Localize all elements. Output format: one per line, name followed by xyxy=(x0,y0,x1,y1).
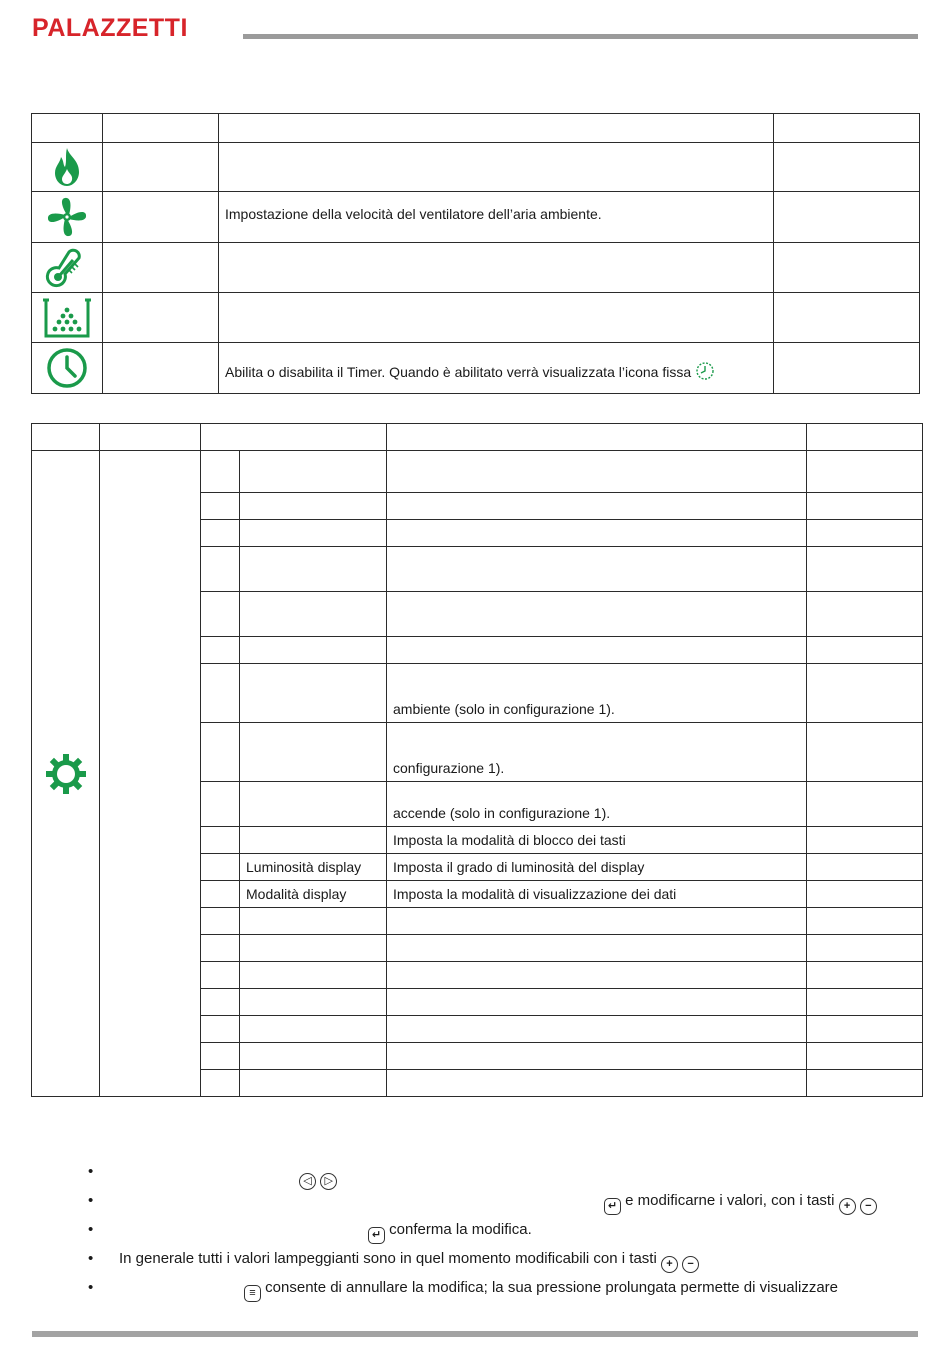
row-description xyxy=(219,293,774,343)
list-item xyxy=(88,1159,918,1188)
list-item xyxy=(88,1246,918,1275)
minus-key-icon: − xyxy=(682,1256,699,1273)
bullet: • xyxy=(88,1279,94,1296)
bullet-text: conferma la modifica. xyxy=(389,1221,532,1238)
gear-icon xyxy=(45,753,87,795)
setting-description xyxy=(387,935,807,962)
setting-description xyxy=(387,908,807,935)
setting-description xyxy=(387,1070,807,1097)
table-row xyxy=(32,143,920,192)
setting-name xyxy=(240,451,387,493)
table-row xyxy=(32,293,920,343)
enter-key-icon: ↵ xyxy=(604,1198,621,1215)
row-description xyxy=(219,243,774,293)
setting-description xyxy=(387,547,807,592)
setting-name xyxy=(240,592,387,637)
plus-key-icon: + xyxy=(839,1198,856,1215)
timer-description: Abilita o disabilita il Timer. Quando è abilitato verrà visualizzata l’icona fissa xyxy=(225,364,692,380)
left-arrow-key-icon: ◁ xyxy=(299,1173,316,1190)
setting-name xyxy=(240,1070,387,1097)
setting-name xyxy=(240,908,387,935)
bullet-text: e modificarne i valori, con i tasti xyxy=(625,1192,835,1209)
function-icon-table xyxy=(31,113,920,394)
setting-description: Imposta il grado di luminosità del display xyxy=(387,854,807,881)
setting-description xyxy=(387,637,807,664)
setting-description xyxy=(387,592,807,637)
list-item xyxy=(88,1275,918,1304)
setting-description xyxy=(387,1043,807,1070)
list-item xyxy=(88,1217,918,1246)
flame-icon xyxy=(32,143,103,192)
right-arrow-key-icon: ▷ xyxy=(320,1173,337,1190)
footer-rule xyxy=(32,1331,918,1337)
plus-key-icon: + xyxy=(661,1256,678,1273)
setting-description xyxy=(387,989,807,1016)
setting-name: Luminosità display xyxy=(240,854,387,881)
bullet: • xyxy=(88,1163,94,1180)
bullet: • xyxy=(88,1250,94,1267)
bullet: • xyxy=(88,1192,94,1209)
menu-key-icon: ≡ xyxy=(244,1285,261,1302)
pellet-basket-icon xyxy=(32,293,103,343)
clock-icon xyxy=(32,343,103,394)
setting-name xyxy=(240,935,387,962)
setting-description: configurazione 1). xyxy=(387,723,807,782)
row-description xyxy=(219,143,774,192)
setting-name xyxy=(240,723,387,782)
setting-description xyxy=(387,962,807,989)
setting-description xyxy=(387,493,807,520)
row-description xyxy=(219,343,774,394)
setting-description: Imposta la modalità di visualizzazione dei dati xyxy=(387,881,807,908)
setting-name: Modalità display xyxy=(240,881,387,908)
setting-description: accende (solo in configurazione 1). xyxy=(387,782,807,827)
setting-description xyxy=(387,451,807,493)
setting-description xyxy=(387,520,807,547)
table-row xyxy=(32,451,923,493)
table-header-row xyxy=(32,424,923,451)
row-description: Impostazione della velocità del ventilatore dell’aria ambiente. xyxy=(219,192,774,243)
setting-name xyxy=(240,664,387,723)
gear-icon-cell xyxy=(32,451,100,1097)
setting-name xyxy=(240,962,387,989)
settings-table xyxy=(31,423,923,1097)
table-row xyxy=(32,343,920,394)
table-header-row xyxy=(32,114,920,143)
setting-name xyxy=(240,520,387,547)
setting-name xyxy=(240,493,387,520)
brand-logo: PALAZZETTI xyxy=(32,14,188,42)
setting-name xyxy=(240,1016,387,1043)
table-row xyxy=(32,192,920,243)
table-row xyxy=(32,243,920,293)
setting-description xyxy=(387,1016,807,1043)
minus-key-icon: − xyxy=(860,1198,877,1215)
thermometer-icon xyxy=(32,243,103,293)
list-item xyxy=(88,1188,918,1217)
bullet-text: In generale tutti i valori lampeggianti sono in quel momento modificabili con i tasti xyxy=(119,1250,657,1267)
setting-name xyxy=(240,637,387,664)
setting-name xyxy=(240,827,387,854)
setting-description: ambiente (solo in configurazione 1). xyxy=(387,664,807,723)
header-rule xyxy=(243,34,918,39)
setting-name xyxy=(240,547,387,592)
instructions-list xyxy=(88,1159,918,1304)
bullet-text: consente di annullare la modifica; la sua pressione prolungata permette di visualizzare xyxy=(265,1279,838,1296)
setting-name xyxy=(240,989,387,1016)
setting-name xyxy=(240,1043,387,1070)
bullet: • xyxy=(88,1221,94,1238)
setting-description: Imposta la modalità di blocco dei tasti xyxy=(387,827,807,854)
timer-fixed-icon xyxy=(695,361,715,381)
enter-key-icon: ↵ xyxy=(368,1227,385,1244)
setting-name xyxy=(240,782,387,827)
fan-icon xyxy=(32,192,103,243)
